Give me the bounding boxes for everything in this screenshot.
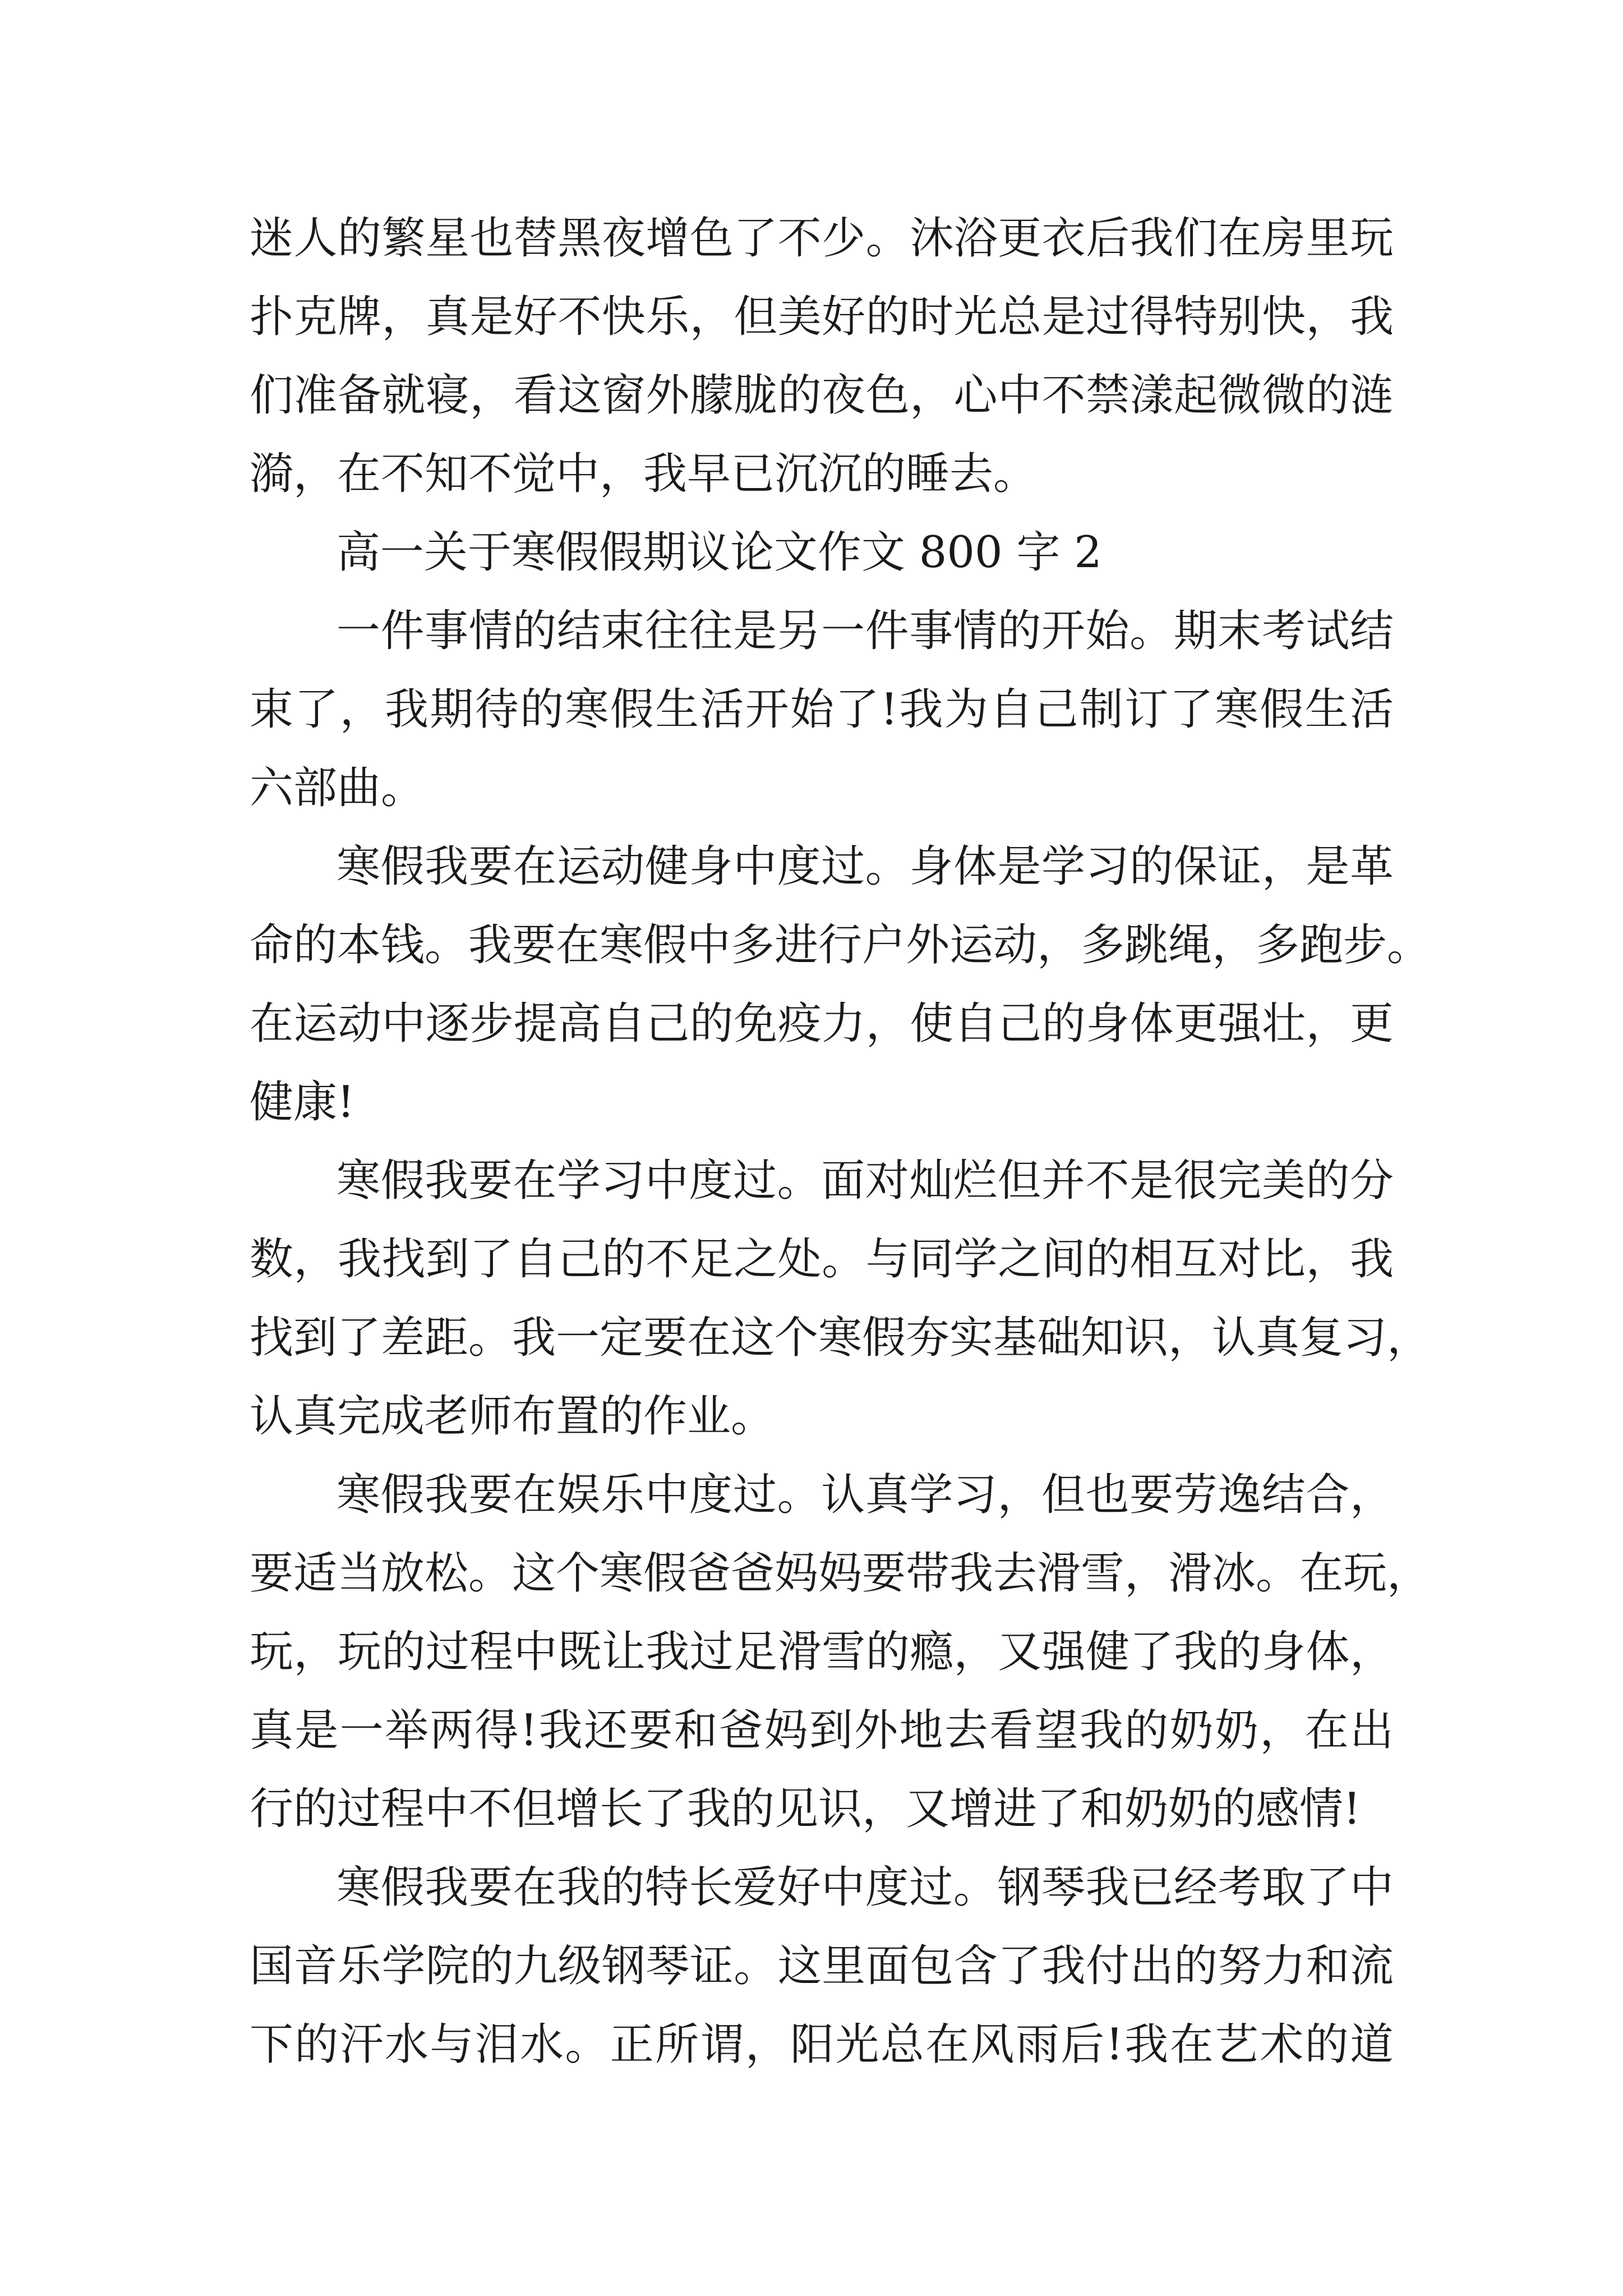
text-line: 国音乐学院的九级钢琴证。这里面包含了我付出的努力和流 — [250, 1941, 1394, 1991]
text-line: 认真完成老师布置的作业。 — [250, 1391, 775, 1442]
text-line: 要适当放松。这个寒假爸爸妈妈要带我去滑雪，滑冰。在玩， — [250, 1548, 1431, 1599]
text-line: 健康! — [250, 1077, 355, 1128]
text-line: 玩，玩的过程中既让我过足滑雪的瘾，又强健了我的身体， — [250, 1627, 1394, 1677]
paragraph-start-line: 寒假我要在娱乐中度过。认真学习，但也要劳逸结合， — [336, 1470, 1394, 1520]
paragraph-start-line: 寒假我要在我的特长爱好中度过。钢琴我已经考取了中 — [336, 1862, 1394, 1913]
text-line: 命的本钱。我要在寒假中多进行户外运动，多跳绳，多跑步。 — [250, 920, 1431, 970]
section-heading: 高一关于寒假假期议论文作文 800 字 2 — [336, 527, 1102, 578]
paragraph-start-line: 一件事情的结束往往是另一件事情的开始。期末考试结 — [336, 606, 1394, 656]
text-line: 们准备就寝，看这窗外朦胧的夜色，心中不禁漾起微微的涟 — [250, 370, 1394, 421]
paragraph-start-line: 寒假我要在学习中度过。面对灿烂但并不是很完美的分 — [336, 1156, 1394, 1206]
text-line: 真是一举两得!我还要和爸妈到外地去看望我的奶奶，在出 — [250, 1705, 1394, 1756]
text-line: 找到了差距。我一定要在这个寒假夯实基础知识，认真复习， — [250, 1313, 1431, 1363]
text-line: 下的汗水与泪水。正所谓，阳光总在风雨后!我在艺术的道 — [250, 2019, 1394, 2070]
text-line: 在运动中逐步提高自己的免疫力，使自己的身体更强壮，更 — [250, 999, 1394, 1049]
text-line: 漪，在不知不觉中，我早已沉沉的睡去。 — [250, 449, 1038, 499]
text-line: 迷人的繁星也替黑夜增色了不少。沐浴更衣后我们在房里玩 — [250, 213, 1394, 264]
text-line: 六部曲。 — [250, 763, 425, 813]
text-line: 扑克牌，真是好不快乐，但美好的时光总是过得特别快，我 — [250, 292, 1394, 342]
text-line: 束了，我期待的寒假生活开始了!我为自己制订了寒假生活 — [250, 684, 1394, 735]
text-line: 行的过程中不但增长了我的见识，又增进了和奶奶的感情! — [250, 1784, 1361, 1834]
text-line: 数，我找到了自己的不足之处。与同学之间的相互对比，我 — [250, 1234, 1394, 1285]
paragraph-start-line: 寒假我要在运动健身中度过。身体是学习的保证，是革 — [336, 841, 1394, 892]
